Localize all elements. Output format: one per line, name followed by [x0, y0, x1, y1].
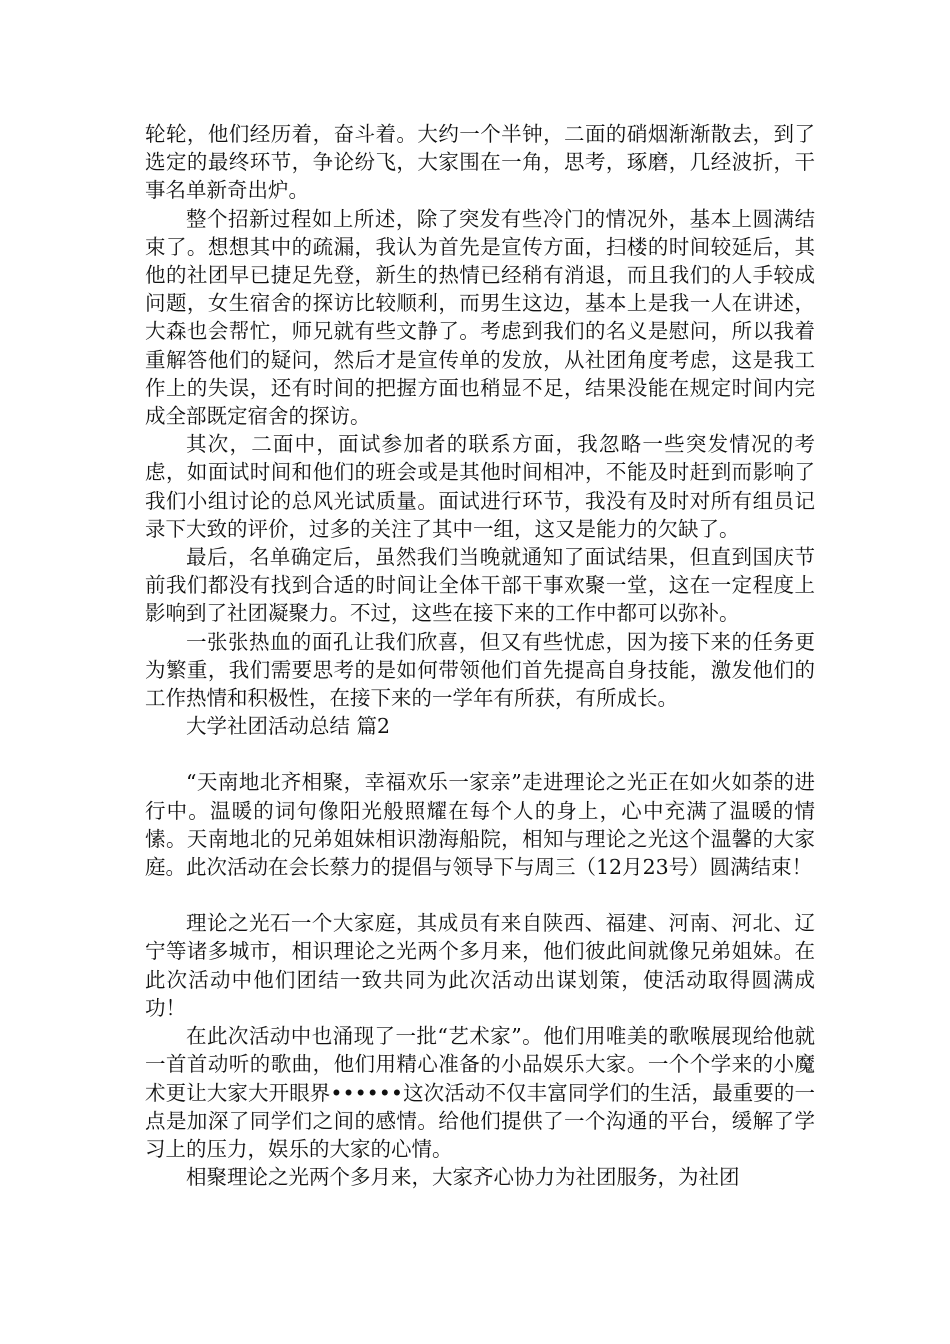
section-heading: 大学社团活动总结 篇2	[186, 714, 391, 739]
paragraph-2: 整个招新过程如上所述，除了突发有些冷门的情况外，基本上圆满结束了。想想其中的疏漏，我认为首先是宣传方面，扫楼的时间较延后，其他的社团早已捷足先登，新生的热情已经稍有消退，而且我们的人手较成问题，女生宿舍的探访比较顺利，而男生这边，基本上是我一人在讲述，大森也会帮忙，师兄就有些文静了。考虑到我们的名义是慰问，所以我着重解答他们的疑问，然后才是宣传单的发放，从社团角度考虑，这是我工作上的失误，还有时间的把握方面也稍显不足，结果没能在规定时间内完成全部既定宿舍的探访。	[145, 206, 815, 429]
blank-line	[145, 881, 815, 909]
blank-line	[145, 740, 815, 768]
paragraph-5: 一张张热血的面孔让我们欣喜，但又有些忧虑，因为接下来的任务更为繁重，我们需要思考的是如何带领他们首先提高自身技能，激发他们的工作热情和积极性，在接下来的一学年有所获，有所成长。	[145, 629, 815, 711]
paragraph-6: “天南地北齐相聚，幸福欢乐一家亲”走进理论之光正在如火如荼的进行中。温暖的词句像阳光般照耀在每个人的身上，心中充满了温暖的情愫。天南地北的兄弟姐妹相识渤海船院，相知与理论之光这个温馨的大家庭。此次活动在会长蔡力的提倡与领导下与周三（12月23号）圆满结束！	[145, 770, 815, 880]
paragraph-8: 在此次活动中也涌现了一批“艺术家”。他们用唯美的歌喉展现给他就一首首动听的歌曲，他们用精心准备的小品娱乐大家。一个个学来的小魔术更让大家大开眼界••••••这次活动不仅丰富同学们的生活，最重要的一点是加深了同学们之间的感情。给他们提供了一个沟通的平台，缓解了学习上的压力，娱乐的大家的心情。	[145, 1024, 815, 1161]
document-body	[145, 120, 815, 1191]
paragraph-1: 轮轮，他们经历着，奋斗着。大约一个半钟，二面的硝烟渐渐散去，到了选定的最终环节，争论纷飞，大家围在一角，思考，琢磨，几经波折，干事名单新奇出炉。	[145, 122, 815, 203]
paragraph-9: 相聚理论之光两个多月来，大家齐心协力为社团服务，为社团	[186, 1165, 740, 1190]
paragraph-4: 最后，名单确定后，虽然我们当晚就通知了面试结果，但直到国庆节前我们都没有找到合适的时间让全体干部干事欢聚一堂，这在一定程度上影响到了社团凝聚力。不过，这些在接下来的工作中都可以弥补。	[145, 545, 815, 626]
paragraph-3: 其次，二面中，面试参加者的联系方面，我忽略一些突发情况的考虑，如面试时间和他们的班会或是其他时间相冲，不能及时赶到而影响了我们小组讨论的总风光试质量。面试进行环节，我没有及时对所有组员记录下大致的评价，过多的关注了其中一组，这又是能力的欠缺了。	[145, 432, 815, 541]
paragraph-7: 理论之光石一个大家庭，其成员有来自陕西、福建、河南、河北、辽宁等诸多城市，相识理论之光两个多月来，他们彼此间就像兄弟姐妹。在此次活动中他们团结一致共同为此次活动出谋划策，使活动取得圆满成功！	[145, 911, 815, 1020]
